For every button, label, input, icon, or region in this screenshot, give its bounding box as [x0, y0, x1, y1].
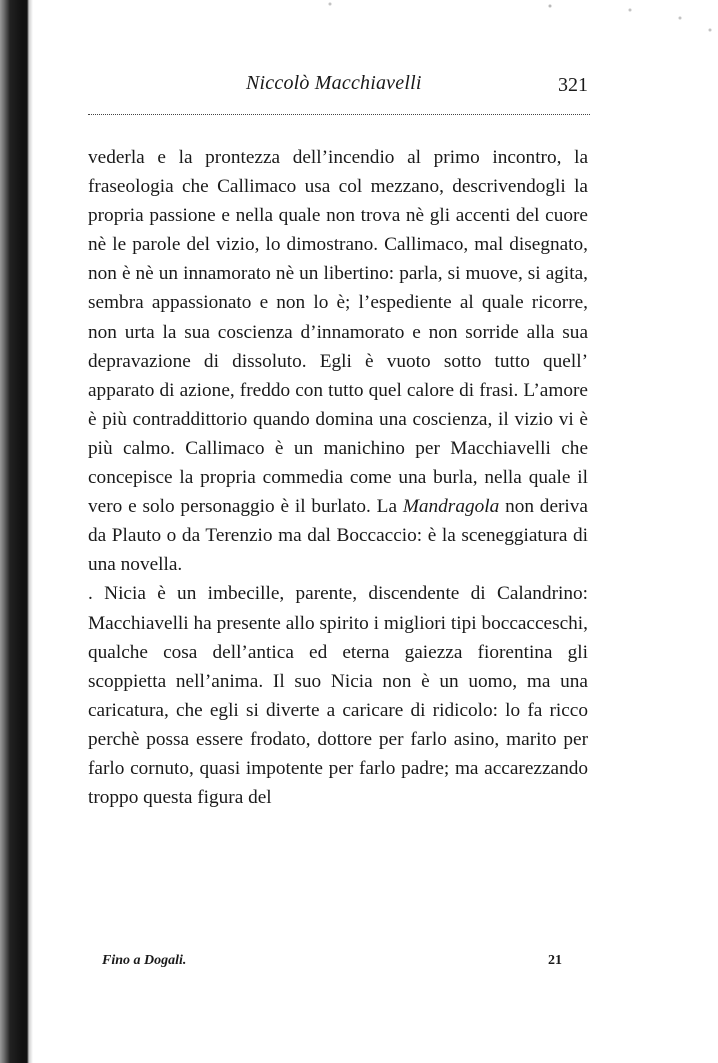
binding-edge — [0, 0, 34, 1063]
signature-number: 21 — [548, 953, 562, 968]
body-text — [88, 143, 588, 812]
paragraph-marker: . — [88, 583, 93, 605]
italic-title: Mandragola — [402, 496, 500, 518]
signature-line — [102, 953, 562, 975]
running-head — [88, 72, 600, 102]
paragraph-text-end: non deriva da Plauto o da Terenzio ma dal Boccaccio: è la sceneggiatura di una novella. — [88, 496, 588, 576]
running-title: Niccolò Macchiavelli — [246, 72, 422, 94]
signature-title: Fino a Dogali. — [102, 953, 187, 968]
paragraph-text: Nicia è un imbecille, parente, discendente di Calandrino: Macchiavelli ha presente allo spirito i migliori tipi boccacceschi, qualche cosa dell’antica ed eterna gaiezza fiorentina gli scoppietta nell’anima. Il suo Nicia non è un uomo, ma una caricatura, che egli si diverte a caricare di ridicolo: lo fa ricco perchè possa essere frodato, dottore per farlo asino, marito per farlo cornuto, quasi impotente per farlo padre; ma accarezzando troppo questa figura del — [88, 583, 588, 809]
paragraph — [88, 579, 588, 812]
scan-noise — [30, 0, 718, 60]
paragraph-text: vederla e la prontezza dell’incendio al primo incontro, la fraseologia che Callimaco usa col mezzano, descrivendogli la propria passione e nella quale non trova nè gli accenti del cuore nè le parole del vizio, lo dimostrano. Callimaco, mal disegnato, non è nè un innamorato nè un libertino: parla, si muove, si agita, sembra appassionato e non lo è; l’espediente al quale ricorre, non urta la sua coscienza d’innamorato e non sorride alla sua depravazione di dissoluto. Egli è vuoto sotto tutto quell’ apparato di azione, freddo con tutto quel calore di frasi. L’amore è più contraddittorio quando domina una coscienza, il vizio vi è più calmo. Callimaco è un manichino per Macchiavelli che concepisce la propria commedia come una burla, nella quale il vero e solo personaggio è il burlato. La — [88, 147, 588, 518]
paragraph — [88, 143, 588, 579]
page-number: 321 — [558, 74, 588, 96]
header-rule — [88, 114, 590, 115]
